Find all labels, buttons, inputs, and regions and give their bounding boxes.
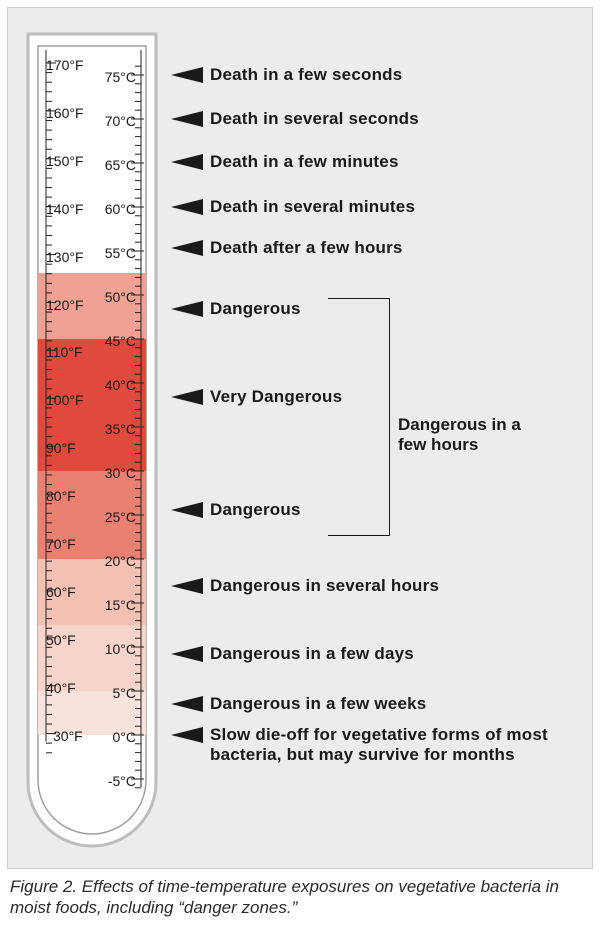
danger-bracket (328, 298, 390, 536)
pointer-arrow-icon (171, 578, 203, 594)
effect-label: Dangerous in a few weeks (210, 694, 427, 713)
pointer-arrow-icon (171, 502, 203, 518)
effect-label: Death after a few hours (210, 238, 403, 257)
fahrenheit-label: 100°F (46, 392, 84, 409)
fahrenheit-label: 130°F (46, 248, 84, 265)
fahrenheit-label: 150°F (46, 152, 84, 169)
effect-label: Death in several seconds (210, 109, 419, 128)
pointer-arrow-icon (171, 301, 203, 317)
fahrenheit-label: 30°F (53, 727, 83, 744)
celsius-label: 0°C (112, 729, 136, 745)
fahrenheit-label: 170°F (46, 57, 84, 73)
fahrenheit-label: 120°F (46, 296, 84, 313)
celsius-label: 75°C (104, 69, 136, 85)
fahrenheit-label: 60°F (46, 583, 76, 600)
celsius-label: -5°C (107, 773, 136, 789)
effect-label: Death in a few minutes (210, 152, 399, 171)
fahrenheit-label: 50°F (46, 631, 76, 648)
figure-caption: Figure 2. Effects of time-temperature exposures on vegetative bacteria in moist foods, including “danger zones.” (10, 877, 559, 917)
celsius-label: 35°C (104, 421, 136, 437)
celsius-label: 20°C (104, 553, 136, 569)
effect-label: Dangerous in a few days (210, 644, 414, 663)
celsius-label: 25°C (104, 509, 136, 525)
fahrenheit-label: 160°F (46, 104, 84, 121)
effect-label: Death in several minutes (210, 197, 416, 216)
effect-label: Slow die-off for vegetative forms of most bacteria, but may survive for months (210, 725, 548, 764)
effect-label: Dangerous in several hours (210, 576, 440, 595)
bracket-label: Dangerous in a few hours (398, 415, 521, 454)
celsius-label: 70°C (104, 113, 136, 129)
celsius-label: 50°C (104, 289, 136, 305)
celsius-label: 45°C (104, 333, 136, 349)
pointer-arrow-icon (171, 646, 203, 662)
pointer-arrow-icon (171, 67, 203, 83)
pointer-arrow-icon (171, 727, 203, 743)
celsius-label: 15°C (104, 597, 136, 613)
fahrenheit-label: 70°F (46, 536, 76, 552)
fahrenheit-label: 90°F (46, 440, 76, 457)
celsius-label: 60°C (104, 201, 136, 217)
celsius-label: 65°C (104, 157, 136, 173)
effect-label: Dangerous (210, 299, 301, 318)
pointer-arrow-icon (171, 696, 203, 712)
pointer-arrow-icon (171, 111, 203, 127)
celsius-label: 10°C (104, 641, 136, 657)
effect-label: Death in a few seconds (210, 65, 403, 84)
pointer-arrow-icon (171, 199, 203, 215)
celsius-label: 5°C (112, 685, 136, 701)
pointer-arrow-icon (171, 154, 203, 170)
celsius-label: 30°C (104, 465, 136, 481)
fahrenheit-label: 110°F (46, 344, 83, 361)
effect-label: Dangerous (210, 500, 301, 519)
celsius-label: 40°C (104, 377, 136, 393)
fahrenheit-label: 40°F (46, 679, 76, 696)
pointer-arrow-icon (171, 389, 203, 405)
celsius-label: 55°C (104, 245, 136, 261)
fahrenheit-label: 140°F (46, 200, 84, 217)
fahrenheit-label: 80°F (46, 488, 76, 505)
figure-panel (7, 7, 593, 869)
effect-label: Very Dangerous (210, 387, 343, 406)
pointer-arrow-icon (171, 240, 203, 256)
